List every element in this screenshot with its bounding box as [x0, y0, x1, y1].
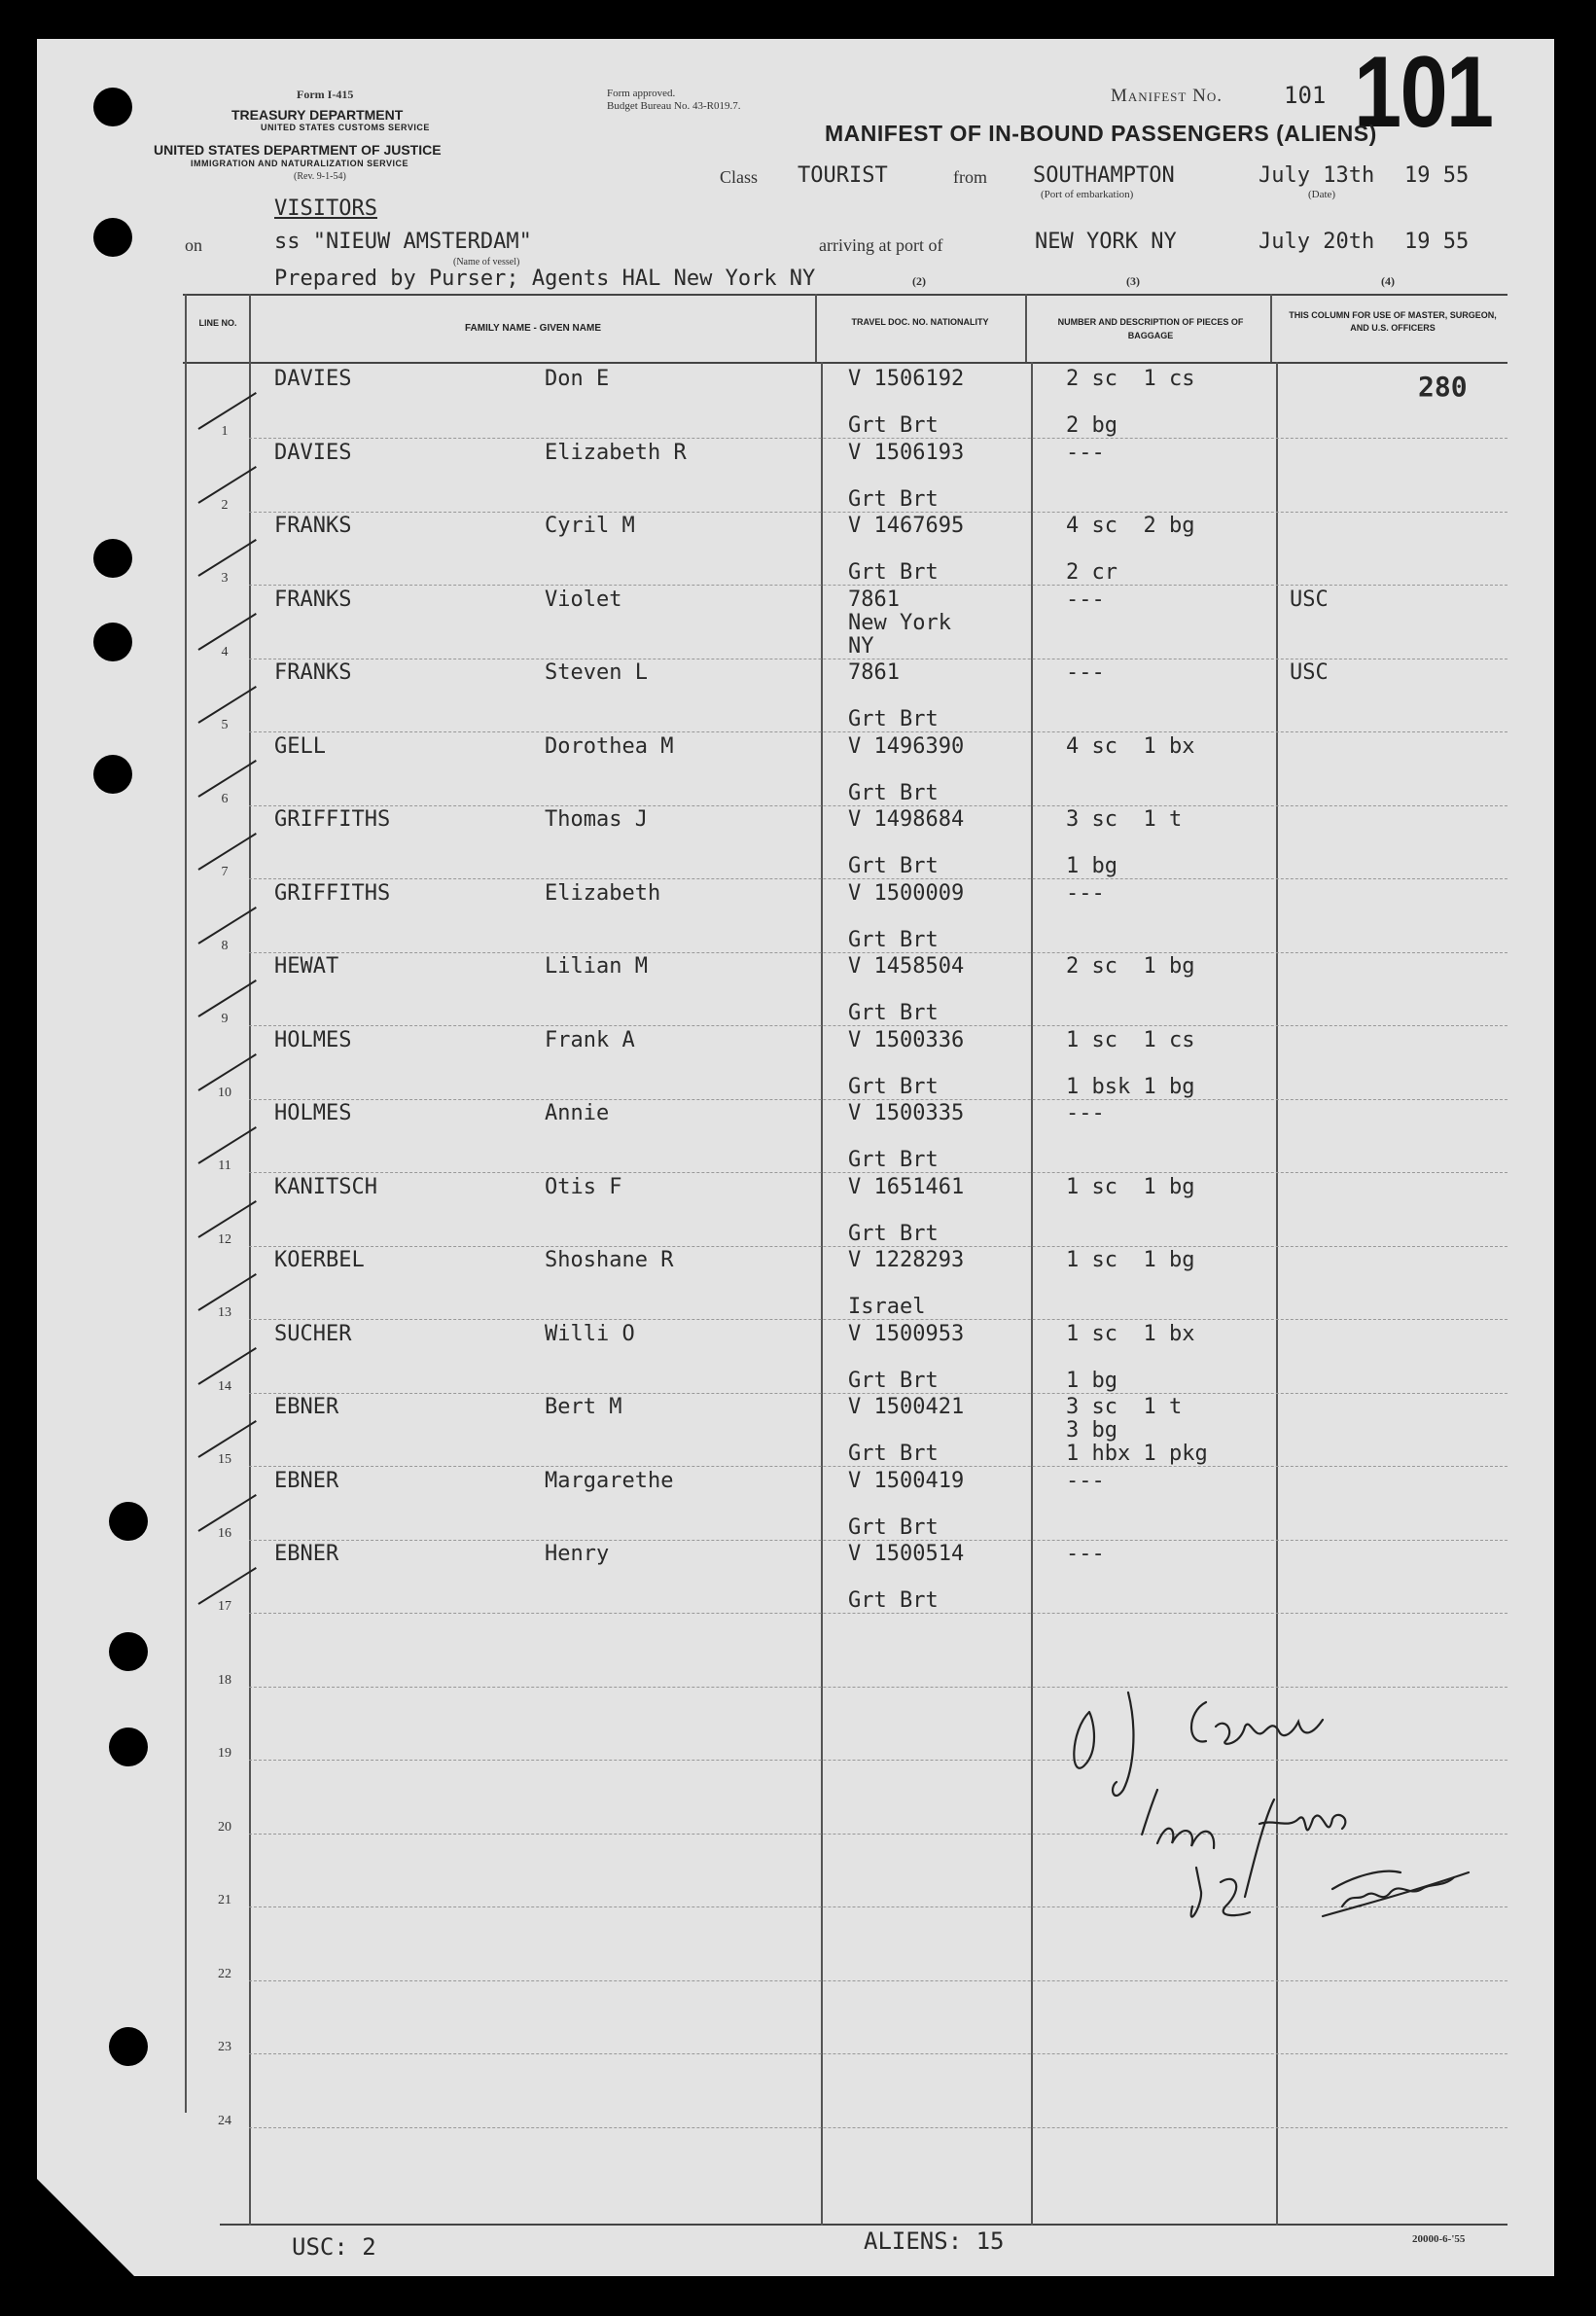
line-number: 7 [221, 865, 229, 879]
line-number: 4 [221, 645, 229, 659]
given-name: Henry [545, 1542, 610, 1566]
line-number: 10 [218, 1086, 231, 1100]
line-number: 8 [221, 939, 229, 953]
row-separator [249, 438, 1507, 440]
line-number: 20 [218, 1820, 231, 1835]
family-name: DAVIES [274, 441, 352, 465]
travel-doc-number: V 1496390 [848, 734, 965, 759]
baggage-description: --- [1066, 441, 1105, 465]
col-divider-left [185, 294, 187, 2113]
col-divider-travel-body [1031, 362, 1033, 2226]
col3-marker: (3) [1126, 274, 1140, 288]
officer-note: 280 [1418, 371, 1468, 403]
family-name: SUCHER [274, 1322, 352, 1346]
punch-hole [93, 88, 132, 126]
given-name: Elizabeth [545, 881, 661, 906]
nationality: Grt Brt [848, 1515, 939, 1540]
nationality: Grt Brt [848, 1148, 939, 1172]
family-name: EBNER [274, 1542, 339, 1566]
travel-doc-number: 7861 [848, 660, 900, 685]
nationality: Israel [848, 1295, 926, 1319]
folded-corner [37, 2179, 144, 2286]
col4-marker: (4) [1381, 274, 1395, 288]
form-number: Form I-415 [297, 88, 354, 101]
travel-doc-number: V 1500335 [848, 1101, 965, 1125]
row-separator [249, 2053, 1507, 2055]
row-separator [249, 1172, 1507, 1174]
nationality: Grt Brt [848, 1075, 939, 1099]
col-divider-name [815, 294, 817, 362]
travel-doc-number: V 1500419 [848, 1469, 965, 1493]
travel-doc-number: V 1500336 [848, 1028, 965, 1052]
punch-hole [93, 539, 132, 578]
line-number: 1 [221, 424, 229, 439]
nationality: Grt Brt [848, 707, 939, 731]
family-name: GRIFFITHS [274, 881, 391, 906]
line-number: 6 [221, 792, 229, 806]
manifest-label: Manifest No. [1111, 86, 1223, 106]
officer-note: USC [1290, 588, 1329, 612]
line-number: 22 [218, 1967, 231, 1981]
baggage-description-extra: 1 bg [1066, 1369, 1117, 1393]
form-approved: Form approved. [607, 88, 676, 99]
baggage-description: --- [1066, 881, 1105, 906]
arriving-label: arriving at port of [819, 235, 943, 255]
family-name: EBNER [274, 1469, 339, 1493]
line-number: 23 [218, 2040, 231, 2054]
class-value: TOURIST [798, 163, 888, 188]
family-name: HOLMES [274, 1028, 352, 1052]
given-name: Elizabeth R [545, 441, 687, 465]
family-name: HEWAT [274, 954, 339, 979]
travel-doc-number: V 1498684 [848, 807, 965, 832]
nationality: Grt Brt [848, 1222, 939, 1246]
line-number: 19 [218, 1746, 231, 1761]
baggage-description: --- [1066, 660, 1105, 685]
nationality: Grt Brt [848, 928, 939, 952]
line-number: 15 [218, 1452, 231, 1467]
row-separator [249, 731, 1507, 733]
col-header-baggage: NUMBER AND DESCRIPTION OF PIECES OF BAGGAGE [1057, 317, 1244, 340]
travel-doc-number: V 1500953 [848, 1322, 965, 1346]
baggage-description: --- [1066, 588, 1105, 612]
nationality: Grt Brt [848, 560, 939, 585]
port-embark-caption: (Port of embarkation) [1041, 189, 1134, 200]
footer-aliens-count: ALIENS: 15 [864, 2227, 1005, 2255]
col-header-line: LINE NO. [198, 318, 237, 328]
baggage-description: 3 sc 1 t 3 bg [1066, 1395, 1183, 1443]
given-name: Don E [545, 367, 610, 391]
baggage-description: 4 sc 2 bg [1066, 514, 1195, 538]
punch-hole [93, 623, 132, 661]
col-divider-line [249, 294, 251, 2226]
customs-service: UNITED STATES CUSTOMS SERVICE [261, 123, 430, 132]
line-number: 13 [218, 1305, 231, 1320]
given-name: Violet [545, 588, 622, 612]
punch-hole [93, 218, 132, 257]
baggage-description: --- [1066, 1101, 1105, 1125]
given-name: Willi O [545, 1322, 635, 1346]
table-header-border [183, 362, 1507, 364]
budget-bureau: Budget Bureau No. 43-R019.7. [607, 100, 741, 112]
line-number: 24 [218, 2114, 231, 2128]
baggage-description: 1 sc 1 cs [1066, 1028, 1195, 1052]
col-header-name: FAMILY NAME - GIVEN NAME [464, 323, 601, 334]
baggage-description: 1 sc 1 bx [1066, 1322, 1195, 1346]
baggage-description-extra: 1 hbx 1 pkg [1066, 1442, 1208, 1466]
officer-note: USC [1290, 660, 1329, 685]
baggage-description: --- [1066, 1469, 1105, 1493]
col2-marker: (2) [912, 274, 926, 288]
family-name: HOLMES [274, 1101, 352, 1125]
travel-doc-number: V 1651461 [848, 1175, 965, 1199]
given-name: Shoshane R [545, 1248, 674, 1272]
vessel-name: ss "NIEUW AMSTERDAM" [274, 230, 532, 254]
col-divider-name-body [821, 362, 823, 2226]
baggage-description-extra: 2 cr [1066, 560, 1117, 585]
line-number: 2 [221, 498, 229, 513]
line-number: 3 [221, 571, 229, 586]
row-separator [249, 585, 1507, 587]
given-name: Cyril M [545, 514, 635, 538]
baggage-description: 2 sc 1 cs [1066, 367, 1195, 391]
col-divider-baggage [1270, 294, 1272, 362]
travel-doc-number: V 1458504 [848, 954, 965, 979]
justice-dept: UNITED STATES DEPARTMENT OF JUSTICE [154, 142, 442, 158]
family-name: GRIFFITHS [274, 807, 391, 832]
manifest-number: 101 [1284, 82, 1327, 109]
given-name: Dorothea M [545, 734, 674, 759]
line-number: 11 [218, 1158, 231, 1173]
vessel-caption: (Name of vessel) [453, 257, 520, 267]
treasury-dept: TREASURY DEPARTMENT [231, 107, 404, 123]
line-number: 14 [218, 1379, 231, 1394]
line-number: 21 [218, 1893, 231, 1907]
col-header-travel: TRAVEL DOC. NO. NATIONALITY [851, 317, 989, 327]
baggage-description-extra: 1 bsk 1 bg [1066, 1075, 1195, 1099]
line-number: 18 [218, 1673, 231, 1688]
punch-hole [109, 1632, 148, 1671]
baggage-description: 4 sc 1 bx [1066, 734, 1195, 759]
nationality: Grt Brt [848, 854, 939, 878]
baggage-description: 3 sc 1 t [1066, 807, 1183, 832]
travel-doc-number: V 1500514 [848, 1542, 965, 1566]
family-name: KOERBEL [274, 1248, 365, 1272]
arrival-date: July 20th [1259, 230, 1375, 254]
punch-hole [109, 1728, 148, 1766]
signature-inspector [1060, 1673, 1537, 1965]
punch-hole [109, 2027, 148, 2066]
col-divider-travel [1025, 294, 1027, 362]
family-name: FRANKS [274, 588, 352, 612]
nationality: Grt Brt [848, 1001, 939, 1025]
manifest-stamp: 101 [1354, 36, 1493, 149]
travel-doc-number: V 1467695 [848, 514, 965, 538]
line-number: 17 [218, 1599, 231, 1614]
given-name: Annie [545, 1101, 610, 1125]
table-bottom-border [220, 2224, 1507, 2226]
port-embarkation: SOUTHAMPTON [1033, 163, 1175, 188]
family-name: FRANKS [274, 514, 352, 538]
given-name: Steven L [545, 660, 648, 685]
travel-doc-number: V 1506192 [848, 367, 965, 391]
line-number: 5 [221, 718, 229, 732]
row-separator [249, 1980, 1507, 1982]
given-name: Margarethe [545, 1469, 674, 1493]
family-name: GELL [274, 734, 326, 759]
footer-form-code: 20000-6-'55 [1412, 2233, 1466, 2245]
table-top-border [183, 294, 1507, 296]
arrival-port: NEW YORK NY [1035, 230, 1177, 254]
family-name: DAVIES [274, 367, 352, 391]
col-header-officers: THIS COLUMN FOR USE OF MASTER, SURGEON, AND U.S. OFFICERS [1289, 310, 1497, 333]
baggage-description: 1 sc 1 bg [1066, 1248, 1195, 1272]
family-name: EBNER [274, 1395, 339, 1419]
travel-doc-number: V 1500421 [848, 1395, 965, 1419]
class-label: Class [720, 167, 759, 187]
given-name: Bert M [545, 1395, 622, 1419]
category-visitors: VISITORS [274, 196, 377, 221]
line-number: 9 [221, 1012, 229, 1026]
nationality: Grt Brt [848, 781, 939, 805]
punch-hole [109, 1502, 148, 1541]
footer-usc-count: USC: 2 [292, 2233, 376, 2261]
given-name: Thomas J [545, 807, 648, 832]
travel-doc-number: 7861 New York NY [848, 588, 951, 659]
travel-doc-number: V 1506193 [848, 441, 965, 465]
revision: (Rev. 9-1-54) [294, 171, 346, 182]
baggage-description: --- [1066, 1542, 1105, 1566]
arrival-year: 19 55 [1404, 230, 1470, 254]
line-number: 12 [218, 1232, 231, 1247]
nationality: Grt Brt [848, 1588, 939, 1613]
date-caption: (Date) [1308, 189, 1336, 200]
baggage-description: 2 sc 1 bg [1066, 954, 1195, 979]
line-number: 16 [218, 1526, 231, 1541]
baggage-description-extra: 2 bg [1066, 413, 1117, 438]
manifest-title: MANIFEST OF IN-BOUND PASSENGERS (ALIENS) [825, 121, 1377, 146]
row-separator [249, 878, 1507, 880]
row-separator [249, 1025, 1507, 1027]
ins-service: IMMIGRATION AND NATURALIZATION SERVICE [191, 159, 408, 168]
family-name: FRANKS [274, 660, 352, 685]
on-label: on [185, 235, 202, 255]
travel-doc-number: V 1228293 [848, 1248, 965, 1272]
given-name: Lilian M [545, 954, 648, 979]
row-separator [249, 2127, 1507, 2129]
departure-date: July 13th [1259, 163, 1375, 188]
punch-hole [93, 755, 132, 794]
row-separator [249, 1466, 1507, 1468]
row-separator [249, 1319, 1507, 1321]
baggage-description: 1 sc 1 bg [1066, 1175, 1195, 1199]
nationality: Grt Brt [848, 487, 939, 512]
nationality: Grt Brt [848, 1442, 939, 1466]
family-name: KANITSCH [274, 1175, 377, 1199]
from-label: from [953, 167, 987, 187]
baggage-description-extra: 1 bg [1066, 854, 1117, 878]
departure-year: 19 55 [1404, 163, 1470, 188]
given-name: Otis F [545, 1175, 622, 1199]
prepared-by: Prepared by Purser; Agents HAL New York NY [274, 267, 816, 291]
travel-doc-number: V 1500009 [848, 881, 965, 906]
row-separator [249, 1613, 1507, 1615]
given-name: Frank A [545, 1028, 635, 1052]
nationality: Grt Brt [848, 413, 939, 438]
nationality: Grt Brt [848, 1369, 939, 1393]
